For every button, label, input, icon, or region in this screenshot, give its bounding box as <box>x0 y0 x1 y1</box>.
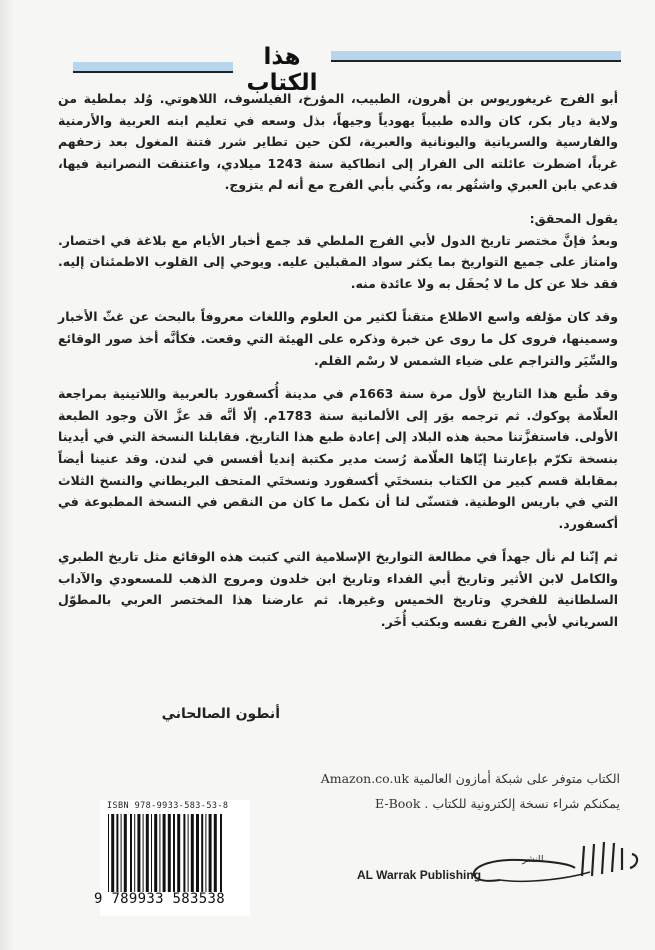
barcode-bar <box>159 814 160 892</box>
barcode-bar <box>205 814 206 892</box>
barcode-bar <box>168 814 171 892</box>
barcode-bar <box>188 814 189 892</box>
barcode-bar <box>209 814 212 892</box>
barcode-bar <box>111 814 114 892</box>
section-title: هذا الكتاب <box>246 44 318 96</box>
paragraph-sources: ثم إنّنا لم نأل جهداً في مطالعة التواريخ الإسلامية التي كتبت هذه الوقائع مثل تاريخ الطبري والكامل لابن الأثير وتاريخ أبي الفداء وتاريخ ابن خلدون ومروج الذهب للمسعودي والآداب السلطانية للفخري وتاريخ الخميس وغيرها. ثم عارضنا هذا المختصر العربي بالمطوّل السرياني لأبي الفرج نفسه وبكتب أُخَر. <box>58 549 618 630</box>
publisher-block <box>357 838 650 898</box>
isbn-label: ISBN 978-9933-583-53-8 <box>107 801 229 811</box>
paragraph-author: وقد كان مؤلفه واسع الاطلاع متقناً لكثير من العلوم واللغات معروفاً بالبحث عن غثّ الأخبار وسمينها، فروى كل ما روى عن خبرة وذكره على الهيئة التي وقعت. فكأنَّه أخذ صور الوقائع والسِّيَر والتراجم على ضياء الشمس لا رسْم القلم. <box>58 309 618 368</box>
barcode-bar <box>183 814 185 892</box>
intro-paragraph: أبو الفرج غريغوريوس بن أهرون، الطبيب، المؤرخ، الفيلسوف، اللاهوتي. وُلد بملطية من ولاية ديار بكر، كان والده طبيباً يهودياً وجيهاً، بذل وسعه في تعليم ابنه العربية والأرمنية والفارسية والسريانية واليونانية والعبرية، لكن حين تطاير شرر فتنة المغول بعد زحفهم غرباً، اضطرت عائلته الى الفرار إلى انطاكية سنة 1243 ميلادي، واعتنقت النصرانية فيها، فدعي بابن العبري واشتُهر به، وكُني بأبي الفرج مع أنه لم يتزوج. <box>58 91 618 193</box>
publisher-logo-small-text: للنشر <box>522 855 544 865</box>
editor-signature: أنطون الصالحاني <box>161 706 280 722</box>
title-band-left <box>73 62 233 73</box>
title-band-right <box>331 51 621 62</box>
barcode-bar <box>191 814 194 892</box>
barcode-bar <box>201 814 203 892</box>
paragraph-editions: وقد طُبع هذا التاريخ لأول مرة سنة 1663م في مدينة أُكسفورد بالعربية واللاتينية بمراجعة العلّامة پوكوك. ثم ترجمه بوَر إلى الألمانية سنة 1783م. إلّا أنَّه قد عزَّ الآن وجود الطبعة الأولى. فاستفزَّتنا محبة هذه البلاد إلى إعادة طبع هذا التاريخ. فقابلنا النسخة التي في أيدينا بنسخة تكرّم بإعارتنا إيّاها العلّامة رُست مدير مكتبة إنديا أفسس في لندن. وقد عنينا أيضاً بمقابلة قسم كبير من الكتاب بنسختَي أكسفورد ونسختَي المتحف البريطاني والنسخ الثلاث التي في باريس الوطنية. فتسنّى لنا أن نكمل ما كان من النقص في النسخة المطبوعة في أكسفورد. <box>58 386 618 531</box>
availability-note <box>300 766 620 816</box>
barcode-digits: 9 789933 583538 <box>94 891 225 907</box>
book-description <box>58 88 618 645</box>
barcode-bar <box>116 814 118 892</box>
publisher-name: AL Warrak Publishing <box>357 868 482 882</box>
barcode-bar <box>124 814 127 892</box>
barcode-bar <box>220 814 222 892</box>
barcode-bar <box>214 814 217 892</box>
amazon-availability: الكتاب متوفر على شبكة أمازون العالمية Amazon.co.uk <box>320 771 620 786</box>
barcode-bar <box>196 814 199 892</box>
section-header <box>73 44 635 96</box>
barcode-bar <box>173 814 175 892</box>
barcode-bar <box>134 814 135 892</box>
barcode-bar <box>146 814 149 892</box>
barcode-bar <box>151 814 152 892</box>
publisher-logo-icon <box>360 838 650 898</box>
barcode-bar <box>121 814 122 892</box>
barcode-bar <box>163 814 166 892</box>
barcode-bar <box>137 814 140 892</box>
barcode-bar <box>177 814 180 892</box>
barcode-bar <box>130 814 132 892</box>
barcode-bar <box>143 814 144 892</box>
isbn-barcode <box>94 800 250 916</box>
page-edge-shadow <box>0 0 14 950</box>
ebook-availability: يمكنكم شراء نسخة إلكترونية للكتاب . E-Book <box>375 796 620 811</box>
paragraph-summary: وبعدُ فإنَّ مختصر تاريخ الدول لأبي الفرج الملطي قد جمع أخبار الأيام مع بلاغة في اختصار. وامتاز على جميع التواريخ بما يكثر سواد المقبلين عليه. ويوحي إلى القلوب الاطمئنان إليه. فقد خلا عن كل ما لا يُحفَل به ولا عائدة منه. <box>58 232 618 291</box>
barcode-bar <box>154 814 157 892</box>
editor-label: يقول المحقق: <box>529 210 618 226</box>
barcode-bar <box>108 814 109 892</box>
